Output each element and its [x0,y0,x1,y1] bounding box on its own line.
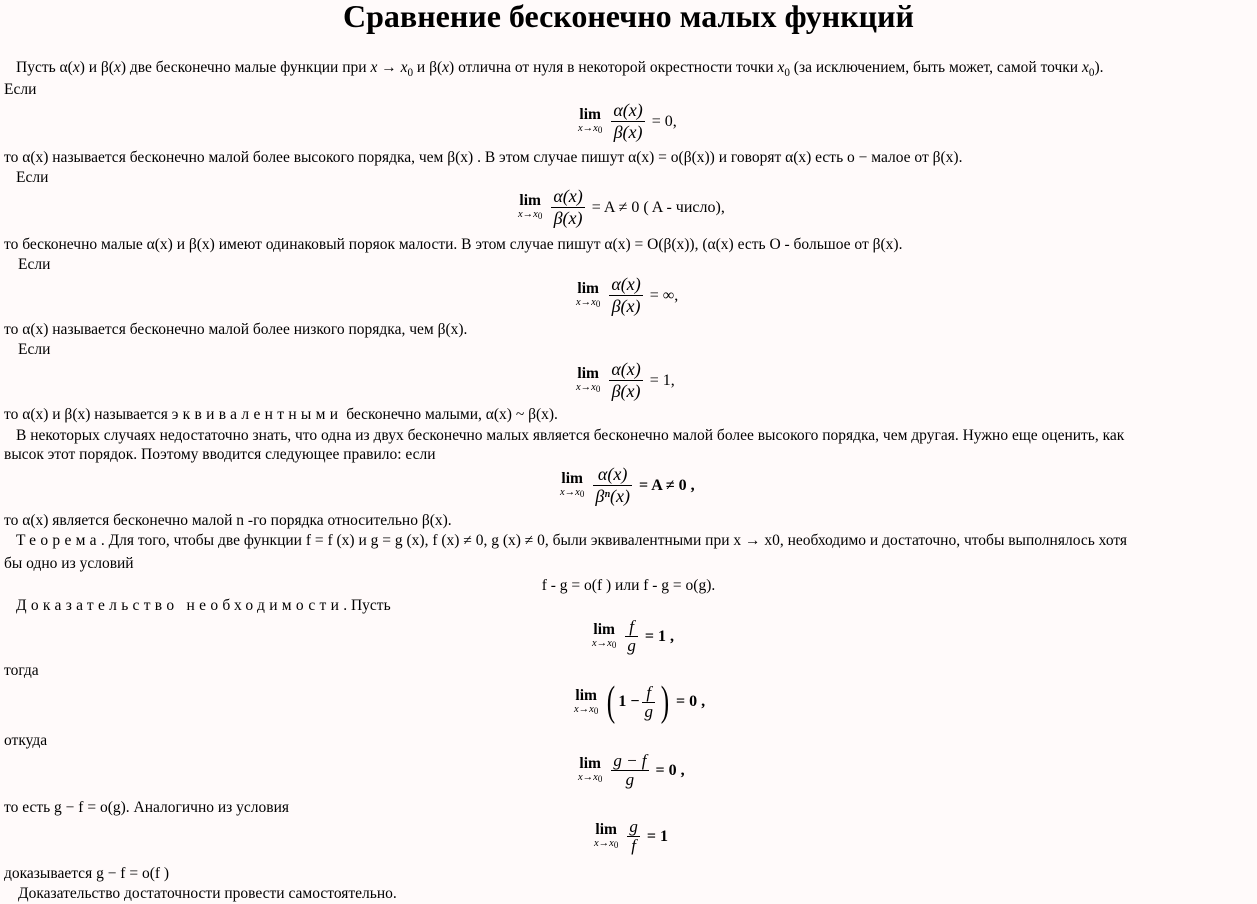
formula-limit-nth-order: lim x→x0 $\frac{\alpha(x)}{\text{βⁿ(x)}}$ = A ≠ 0 , [560,464,695,506]
theorem-line2: бы одно из условий [4,555,134,572]
equivalent-paragraph: то α(x) и β(x) называется эквивалентными бесконечно малыми, α(x) ~ β(x). [4,406,558,423]
if-label: Если [18,341,51,358]
proof-heading: Доказательство необходимости. Пусть [16,597,391,614]
if-label: Если [18,256,51,273]
formula-limit-constant: lim x→x0 $\frac{\alpha(x)}{\beta(x)}$ = A ≠ 0 ( A - число), [518,186,725,228]
formula-limit-g-minus-f: lim x→x0 $\frac{g - f}{g}$ = 0 , [578,751,685,789]
same-order-paragraph: то бесконечно малые α(x) и β(x) имеют одинаковый поряок малости. В этом случае пишут α(x) = O(β(x)), (α(x) есть O - большое от β(x). [4,236,903,253]
page-title: Сравнение бесконечно малых функций [343,0,914,34]
order-rule-paragraph-line2: высок этот порядок. Поэтому вводится следующее правило: если [4,446,436,463]
intro-paragraph: Пусть α(x) и β(x) две бесконечно малые функции при $x \to x_0$ и β(x) отлична от нуля в некоторой окрестности точки $x_0$ (за исключением, быть может, самой точки $x_0$). [16,59,1104,79]
nth-order-paragraph: то α(x) является бесконечно малой n -го порядка относительно β(x). [4,512,452,529]
proof-label: Доказательство необходимости [16,597,344,614]
proven-paragraph: доказывается g − f = o(f ) [4,865,170,882]
formula-limit-f-over-g: lim x→x0 $\frac{f}{g}$ = 1 , [592,617,674,655]
limit-operator: lim x→x0 [578,106,603,135]
theorem-condition: f - g = o(f ) или f - g = o(g). [541,577,716,594]
formula-limit-one: lim x→x0 $\frac{\alpha(x)}{\beta(x)}$ = 1, [576,359,675,401]
order-rule-paragraph-line1: В некоторых случаях недостаточно знать, что одна из двух бесконечно малых является бесконечно малой более высокого порядка, чем другая. Нужно еще оценить, как [16,427,1125,444]
right-paren: ) [660,679,670,725]
formula-limit-one-minus: lim x→x0 ( 1 − $\frac{f}{g}$ ) = 0 , [574,679,706,725]
if-label: Если [4,81,37,98]
sufficiency-note: Доказательство достаточности провести самостоятельно. [18,885,397,902]
left-paren: ( [607,679,616,725]
theorem-label: Теорема [16,532,101,549]
formula-limit-infinity: lim x→x0 $\frac{\alpha(x)}{\beta(x)}$ = ∞, [576,274,679,316]
higher-order-paragraph: то α(x) называется бесконечно малой более высокого порядка, чем β(x) . В этом случае пишут α(x) = o(β(x)) и говорят α(x) есть o − малое от β(x). [4,149,963,166]
formula-limit-g-over-f: lim x→x0 $\frac{g}{f}$ = 1 [594,817,668,855]
if-label: Если [16,169,49,186]
emphasized-term: эквивалентными [171,406,343,423]
formula-limit-zero: lim x→x0 $\frac{\alpha(x)}{\beta(x)}$ = 0, [578,100,677,142]
lower-order-paragraph: то α(x) называется бесконечно малой более низкого порядка, чем β(x). [4,321,468,338]
fraction: $\frac{\alpha(x)}{\beta(x)}$ [613,100,643,142]
then-label: тогда [4,662,39,679]
that-is-paragraph: то есть g − f = o(g). Аналогично из условия [4,799,290,816]
theorem-line1: Теорема. Для того, чтобы две функции f = f (x) и g = g (x), f (x) ≠ 0, g (x) ≠ 0, были эквивалентными при x → x0, необходимо и достаточно, чтобы выполнялось хотя [16,532,1128,549]
whence-label: откуда [4,732,48,749]
